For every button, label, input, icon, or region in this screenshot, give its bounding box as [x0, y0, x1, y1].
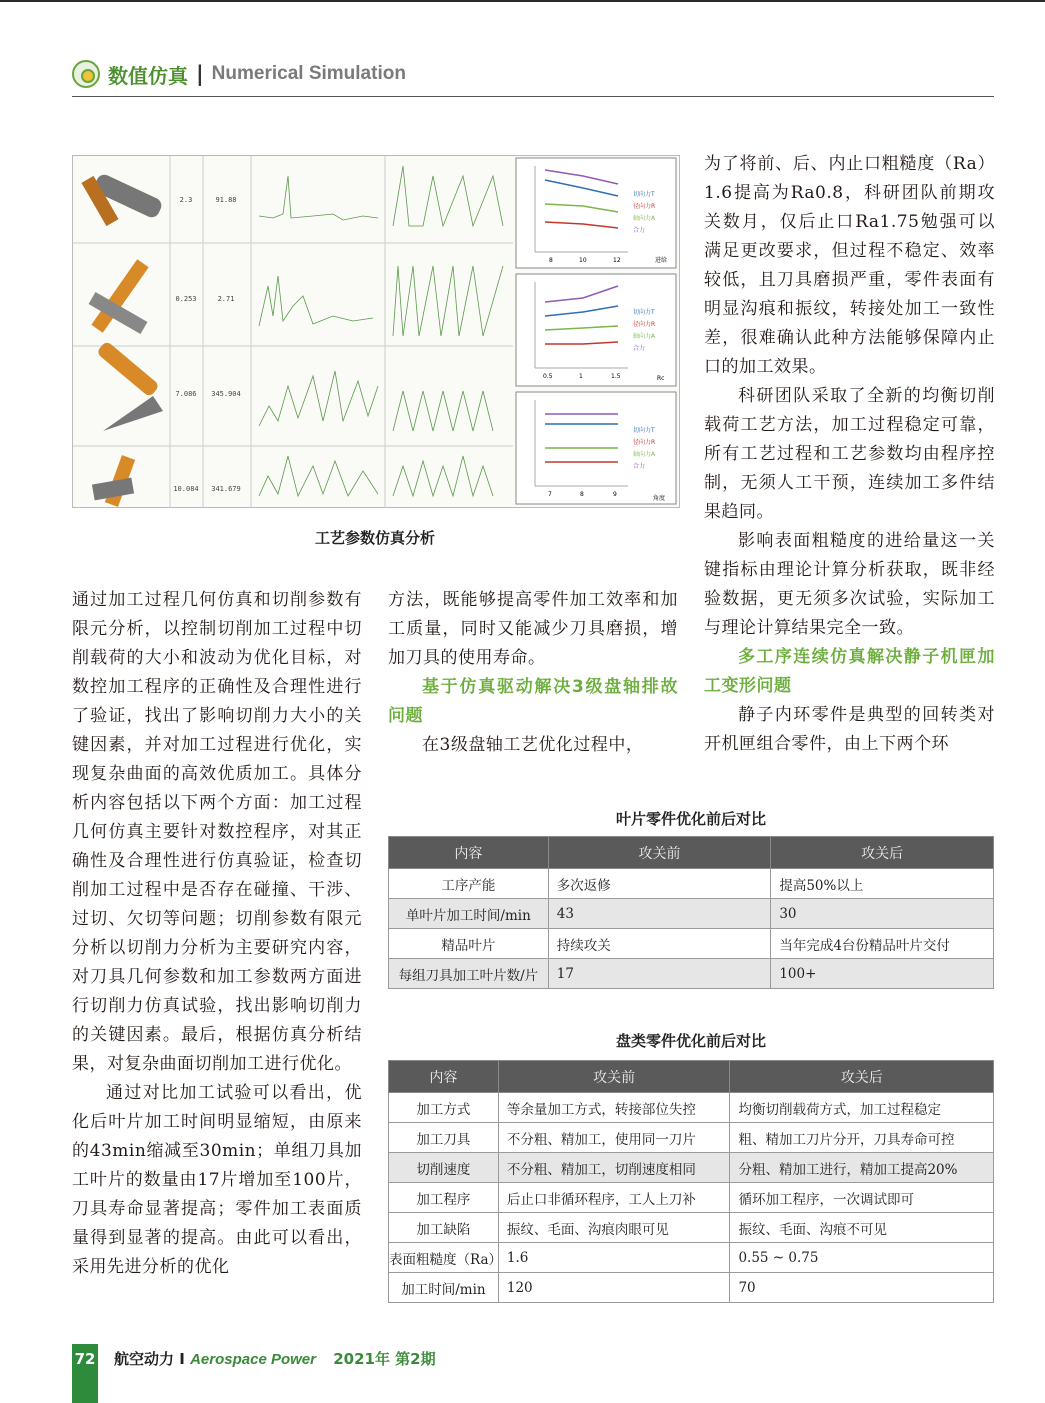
mc1-tag: 进给 [655, 257, 668, 264]
mini-chart-2 [516, 274, 676, 386]
fig-r1-v1: 2.3 [179, 196, 193, 204]
mini-chart-1 [516, 158, 676, 268]
table2-cell: 循环加工程序，一次调试即可 [730, 1183, 994, 1213]
table2-cell: 0.55 ~ 0.75 [730, 1243, 994, 1273]
mc1-legend-a: 轴向力A [633, 215, 656, 222]
top-rule [0, 0, 1045, 2]
mc3-x3: 9 [613, 491, 617, 498]
fig-r3-v2: 345.904 [211, 390, 241, 398]
table2-cell: 1.6 [498, 1243, 730, 1273]
mc3-legend-a: 轴向力A [633, 451, 656, 458]
mc1-legend-r: 径向力R [633, 203, 656, 210]
section-logo-icon [72, 60, 100, 88]
table1-cell: 当年完成4台份精品叶片交付 [771, 929, 994, 959]
table1-header-content: 内容 [389, 837, 549, 869]
table2-cell: 表面粗糙度（Ra） [389, 1243, 499, 1273]
mc1-legend-t: 切向力T [633, 191, 655, 198]
col3-paragraph-2: 科研团队采取了全新的均衡切削载荷工艺方法，加工过程稳定可靠，所有工艺过程和工艺参数均由程序控制，无须人工干预，连续加工多件结果趋同。 [704, 386, 995, 522]
journal-name-en: Aerospace Power [190, 1351, 316, 1368]
table2-header-row [389, 1061, 994, 1093]
table2-cell: 不分粗、精加工，切削速度相同 [498, 1153, 730, 1183]
mc3-legend-t: 切向力T [633, 427, 655, 434]
table1-header-after: 攻关后 [771, 837, 994, 869]
table-row [389, 899, 994, 929]
fig-r4-v1: 10.084 [173, 485, 199, 493]
header-rule [72, 96, 994, 97]
table1-cell: 每组刀具加工叶片数/片 [389, 959, 549, 989]
page-number: 72 [74, 1350, 96, 1368]
mc1-x2: 10 [579, 257, 587, 264]
mc1-x3: 12 [613, 257, 621, 264]
mc2-x2: 1 [579, 373, 583, 380]
table2-cell: 振纹、毛面、沟痕肉眼可见 [498, 1213, 730, 1243]
journal-name-cn: 航空动力 [114, 1350, 175, 1368]
text-column-2 [388, 586, 678, 760]
mini-chart-3 [516, 392, 676, 504]
table-row [389, 1123, 994, 1153]
section-title-cn: 数值仿真 [108, 63, 188, 88]
mc2-tag: Rc [657, 375, 665, 382]
fig-r2-v1: 0.253 [175, 295, 197, 303]
table1-cell: 17 [548, 959, 771, 989]
table-blade-comparison [388, 836, 994, 989]
table1-cell: 100+ [771, 959, 994, 989]
table1-title: 叶片零件优化前后对比 [615, 810, 766, 828]
mc2-legend-t: 切向力T [633, 309, 655, 316]
table1-cell: 持续攻关 [548, 929, 771, 959]
col3-paragraph-3: 影响表面粗糙度的进给量这一关键指标由理论计算分析获取，既非经验数据，更无须多次试验，实际加工与理论计算结果完全一致。 [704, 531, 995, 638]
tool-image-1 [81, 172, 164, 226]
table2-cell: 加工刀具 [389, 1123, 499, 1153]
table-row [389, 1213, 994, 1243]
section-title-en: Numerical Simulation [211, 63, 406, 84]
table1-cell: 多次返修 [548, 869, 771, 899]
col2-subheading: 基于仿真驱动解决3级盘轴排故问题 [388, 677, 678, 726]
journal-separator: I [179, 1350, 185, 1368]
mc2-legend-total: 合力 [633, 345, 646, 352]
mc1-legend-total: 合力 [633, 227, 646, 234]
table2-cell: 120 [498, 1273, 730, 1303]
mc3-x1: 7 [548, 491, 552, 498]
mc2-x3: 1.5 [611, 373, 621, 380]
table2-cell: 加工缺陷 [389, 1213, 499, 1243]
table2-title: 盘类零件优化前后对比 [615, 1032, 766, 1050]
table-row [389, 869, 994, 899]
text-column-1 [72, 586, 362, 1282]
col2-paragraph-1: 方法，既能够提高零件加工效率和加工质量，同时又能减少刀具磨损，增加刀具的使用寿命。 [388, 590, 678, 668]
table2-cell: 70 [730, 1273, 994, 1303]
table2-cell: 均衡切削载荷方式，加工过程稳定 [730, 1093, 994, 1123]
table2-cell: 加工方式 [389, 1093, 499, 1123]
table2-cell: 后止口非循环程序，工人上刀补 [498, 1183, 730, 1213]
mc3-tag: 角度 [653, 495, 666, 502]
simulation-figure-graphic [73, 156, 679, 507]
mc1-x1: 8 [549, 257, 553, 264]
mc2-legend-a: 轴向力A [633, 333, 656, 340]
col1-paragraph-2: 通过对比加工试验可以看出，优化后叶片加工时间明显缩短，由原来的43min缩减至30min；单组刀具加工叶片的数量由17片增加至100片，刀具寿命显著提高；零件加工表面质量得到显著的提高。由此可以看出，采用先进分析的优化 [72, 1083, 362, 1277]
tool-image-3 [96, 340, 163, 431]
mc3-legend-total: 合力 [633, 463, 646, 470]
table2-header-content: 内容 [389, 1061, 499, 1093]
text-column-3 [704, 150, 995, 759]
table2-header-before: 攻关前 [498, 1061, 730, 1093]
fig-r2-v2: 2.71 [217, 295, 235, 303]
col1-paragraph-1: 通过加工过程几何仿真和切削参数有限元分析，以控制切削加工过程中切削载荷的大小和波动为优化目标，对数控加工程序的正确性及合理性进行了验证，找出了影响切削力大小的关键因素，并对加工过程进行优化，实现复杂曲面的高效优质加工。具体分析内容包括以下两个方面：加工过程几何仿真主要针对数控程序，对其正确性及合理性进行仿真验证，检查切削加工过程中是否存在碰撞、干涉、过切、欠切等问题；切削参数有限元分析以切削力分析为主要研究内容，对刀具几何参数和加工参数两方面进行切削力仿真试验，找出影响切削力的关键因素。最后，根据仿真分析结果，对复杂曲面切削加工进行优化。 [72, 590, 362, 1074]
table2-cell: 分粗、精加工进行，精加工提高20% [730, 1153, 994, 1183]
table-disk-comparison [388, 1060, 994, 1303]
table-row [389, 1273, 994, 1303]
mc3-x2: 8 [580, 491, 584, 498]
table2-cell: 加工程序 [389, 1183, 499, 1213]
mc2-legend-r: 径向力R [633, 321, 656, 328]
simulation-figure [72, 155, 680, 508]
table2-cell: 等余量加工方式，转接部位失控 [498, 1093, 730, 1123]
table1-cell: 单叶片加工时间/min [389, 899, 549, 929]
fig-r3-v1: 7.086 [175, 390, 197, 398]
tool-image-2 [89, 259, 149, 334]
table2-cell: 振纹、毛面、沟痕不可见 [730, 1213, 994, 1243]
table-row [389, 1093, 994, 1123]
section-separator: | [196, 62, 204, 86]
table1-header-row [389, 837, 994, 869]
table2-cell: 粗、精加工刀片分开，刀具寿命可控 [730, 1123, 994, 1153]
journal-issue: 2021年 第2期 [333, 1350, 436, 1368]
table1-cell: 提高50%以上 [771, 869, 994, 899]
table-row [389, 929, 994, 959]
section-header [72, 58, 406, 90]
fig-r1-v2: 91.88 [215, 196, 237, 204]
table2-cell: 切削速度 [389, 1153, 499, 1183]
mc2-x1: 0.5 [543, 373, 553, 380]
tool-image-4 [92, 455, 135, 507]
table1-cell: 工序产能 [389, 869, 549, 899]
mc3-legend-r: 径向力R [633, 439, 656, 446]
table2-cell: 不分粗、精加工，使用同一刀片 [498, 1123, 730, 1153]
figure-caption: 工艺参数仿真分析 [314, 529, 435, 547]
table1-cell: 30 [771, 899, 994, 929]
footer [114, 1348, 436, 1369]
table-row [389, 959, 994, 989]
table-row [389, 1243, 994, 1273]
table2-cell: 加工时间/min [389, 1273, 499, 1303]
table1-cell: 精品叶片 [389, 929, 549, 959]
table-row [389, 1183, 994, 1213]
table1-cell: 43 [548, 899, 771, 929]
fig-r4-v2: 341.679 [211, 485, 241, 493]
table2-header-after: 攻关后 [730, 1061, 994, 1093]
col3-paragraph-4: 静子内环零件是典型的回转类对开机匣组合零件，由上下两个环 [704, 705, 995, 754]
col3-paragraph-1: 为了将前、后、内止口粗糙度（Ra）1.6提高为Ra0.8，科研团队前期攻关数月，仅后止口Ra1.75勉强可以满足更改要求，但过程不稳定、效率较低，且刀具磨损严重，零件表面有明显沟痕和振纹，转接处加工一致性差，很难确认此种方法能够保障内止口的加工效果。 [704, 154, 995, 377]
col2-paragraph-2: 在3级盘轴工艺优化过程中， [422, 735, 644, 755]
table-row [389, 1153, 994, 1183]
col3-subheading: 多工序连续仿真解决静子机匣加工变形问题 [704, 647, 995, 696]
table1-header-before: 攻关前 [548, 837, 771, 869]
